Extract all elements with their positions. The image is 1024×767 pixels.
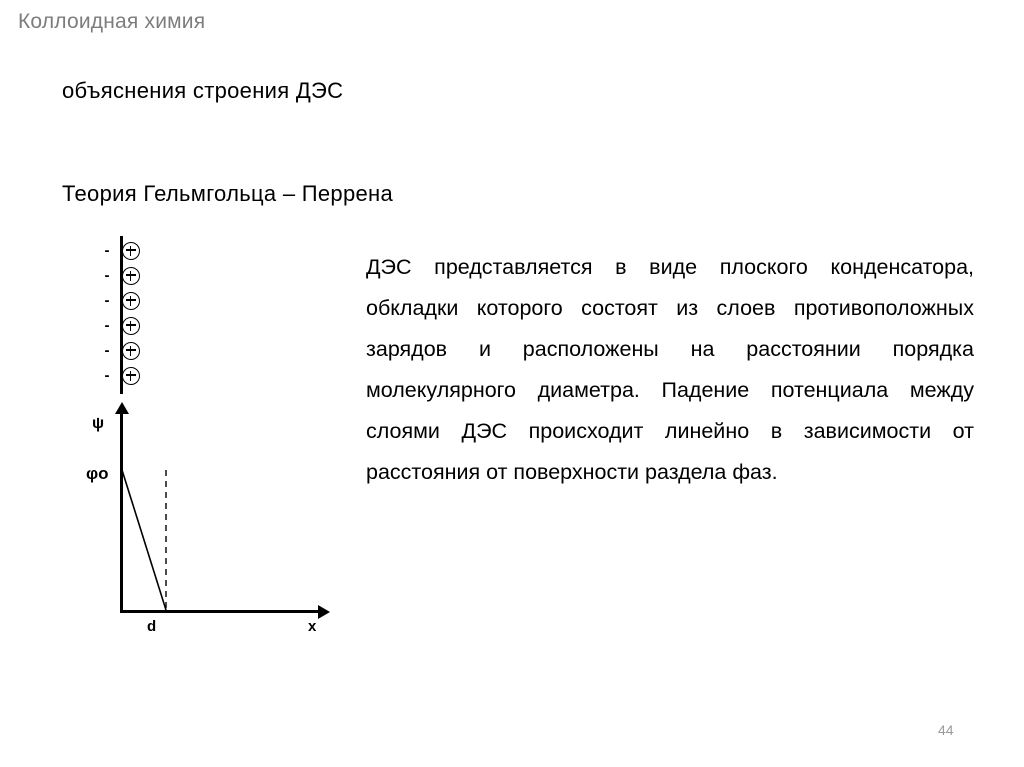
slide-subtitle: объяснения строения ДЭС bbox=[62, 78, 344, 103]
minus-icon: - bbox=[104, 242, 110, 259]
y-axis-label: ψ bbox=[92, 415, 105, 432]
helmholtz-perrin-diagram bbox=[80, 232, 350, 652]
theory-title: Теория Гельмгольца – Перрена bbox=[62, 181, 394, 206]
minus-icon: - bbox=[104, 367, 110, 384]
minus-icon: - bbox=[104, 342, 110, 359]
page-number: 44 bbox=[938, 722, 954, 738]
body-paragraph: ДЭС представляется в виде плоского конденсатора, обкладки которого состоят из слоев противоположных зарядов и расположены на расстоянии порядка молекулярного диаметра. Падение потенциала между слоями ДЭС происходит линейно в зависимости от расстояния от поверхности раздела фаз. bbox=[366, 255, 974, 484]
minus-icon: - bbox=[104, 267, 110, 284]
minus-icon: - bbox=[104, 292, 110, 309]
potential-value-label: φo bbox=[86, 464, 109, 483]
header-title: Коллоидная химия bbox=[18, 10, 206, 33]
distance-label: d bbox=[147, 618, 157, 635]
potential-drop-plot bbox=[80, 232, 350, 652]
minus-icon: - bbox=[104, 317, 110, 334]
potential-line bbox=[122, 470, 166, 610]
x-axis-label: x bbox=[308, 618, 317, 635]
